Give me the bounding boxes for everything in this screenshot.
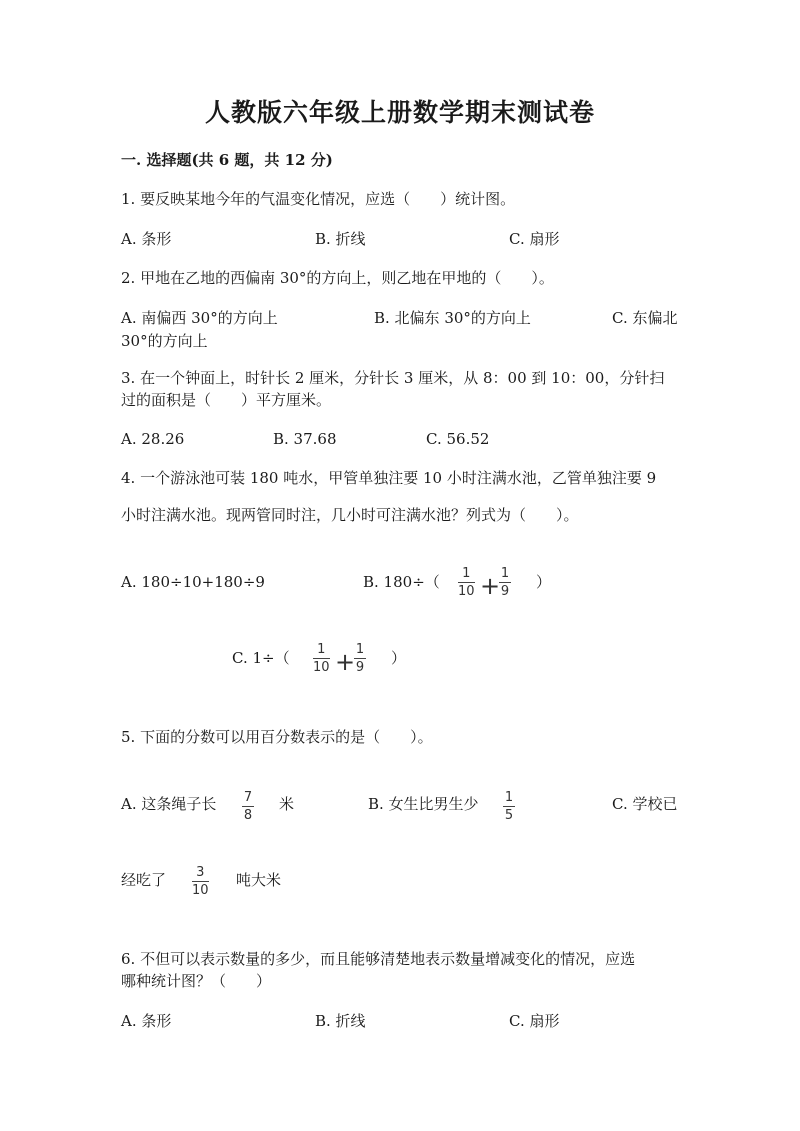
- question-5-option-c-continued: 经吃了: [121, 871, 167, 889]
- question-4-stem-line-2: 小时注满水池。现两管同时注，几小时可注满水池？列式为（ ）。: [121, 506, 579, 524]
- page-title: 人教版六年级上册数学期末测试卷: [204, 98, 595, 127]
- fraction-numerator: 1: [317, 642, 326, 657]
- fraction-denominator: 10: [458, 584, 475, 599]
- fraction-denominator: 9: [500, 584, 510, 599]
- question-1-option-a[interactable]: A. 条形: [121, 230, 172, 248]
- fraction-bar: [503, 806, 515, 807]
- question-5-option-c[interactable]: C. 学校已: [612, 795, 678, 813]
- fraction-one-tenth: [458, 566, 475, 599]
- question-4-option-b-close: ）: [536, 573, 552, 591]
- question-5-option-a-unit: 米: [279, 795, 295, 813]
- fraction-numerator: 3: [196, 865, 205, 880]
- question-5-option-c-unit: 吨大米: [236, 871, 282, 889]
- question-6-stem-line-1: 6. 不但可以表示数量的多少，而且能够清楚地表示数量增减变化的情况，应选: [121, 950, 636, 968]
- question-2-option-c-continued: 30°的方向上: [121, 332, 208, 350]
- question-3-stem-line-2: 过的面积是（ ）平方厘米。: [121, 391, 332, 409]
- question-2-option-a[interactable]: A. 南偏西 30°的方向上: [121, 309, 278, 327]
- question-5-option-a[interactable]: A. 这条绳子长: [121, 795, 217, 813]
- question-3-stem-line-1: 3. 在一个钟面上，时针长 2 厘米，分针长 3 厘米，从 8：00 到 10：00，分针扫: [121, 369, 665, 387]
- question-2-option-b[interactable]: B. 北偏东 30°的方向上: [374, 309, 531, 327]
- plus-sign: +: [335, 648, 356, 676]
- fraction-numerator: 7: [243, 790, 253, 805]
- question-1-stem: 1. 要反映某地今年的气温变化情况，应选（ ）统计图。: [121, 190, 516, 208]
- question-5-stem: 5. 下面的分数可以用百分数表示的是（ ）。: [121, 728, 433, 746]
- fraction-one-ninth: [354, 642, 366, 675]
- section-heading: 一. 选择题(共 6 题，共 12 分): [121, 151, 333, 169]
- fraction-one-fifth: [503, 790, 515, 823]
- fraction-bar: [192, 881, 209, 882]
- question-6-stem-line-2: 哪种统计图？（ ）: [121, 972, 272, 990]
- fraction-bar: [313, 658, 330, 659]
- fraction-one-ninth: [499, 566, 511, 599]
- fraction-bar: [354, 658, 366, 659]
- fraction-bar: [458, 582, 475, 583]
- question-5-option-b[interactable]: B. 女生比男生少: [368, 795, 479, 813]
- fraction-numerator: 1: [355, 642, 365, 657]
- question-1-option-c[interactable]: C. 扇形: [509, 230, 560, 248]
- fraction-seven-eighths: [242, 790, 254, 823]
- fraction-bar: [499, 582, 511, 583]
- question-3-option-a[interactable]: A. 28.26: [121, 430, 185, 448]
- question-4-option-c-close: ）: [391, 649, 407, 667]
- question-2-stem: 2. 甲地在乙地的西偏南 30°的方向上，则乙地在甲地的（ ）。: [121, 269, 554, 287]
- fraction-one-tenth: [313, 642, 330, 675]
- question-4-option-a[interactable]: A. 180÷10+180÷9: [121, 573, 265, 591]
- fraction-denominator: 10: [192, 883, 209, 898]
- fraction-bar: [242, 806, 254, 807]
- fraction-denominator: 5: [504, 808, 514, 823]
- question-3-option-b[interactable]: B. 37.68: [273, 430, 337, 448]
- question-1-option-b[interactable]: B. 折线: [315, 230, 366, 248]
- fraction-numerator: 1: [504, 790, 514, 805]
- fraction-three-tenths: [192, 865, 209, 898]
- question-3-option-c[interactable]: C. 56.52: [426, 430, 490, 448]
- question-2-option-c[interactable]: C. 东偏北: [612, 309, 678, 327]
- fraction-numerator: 1: [462, 566, 471, 581]
- fraction-denominator: 9: [355, 660, 365, 675]
- fraction-denominator: 10: [313, 660, 330, 675]
- question-4-option-b[interactable]: B. 180÷（: [363, 573, 440, 591]
- question-6-option-b[interactable]: B. 折线: [315, 1012, 366, 1030]
- question-6-option-c[interactable]: C. 扇形: [509, 1012, 560, 1030]
- plus-sign: +: [480, 572, 501, 600]
- fraction-denominator: 8: [243, 808, 253, 823]
- question-6-option-a[interactable]: A. 条形: [121, 1012, 172, 1030]
- question-4-option-c[interactable]: C. 1÷（: [232, 649, 290, 667]
- fraction-numerator: 1: [500, 566, 510, 581]
- question-4-stem-line-1: 4. 一个游泳池可装 180 吨水，甲管单独注要 10 小时注满水池，乙管单独注要 9: [121, 469, 657, 487]
